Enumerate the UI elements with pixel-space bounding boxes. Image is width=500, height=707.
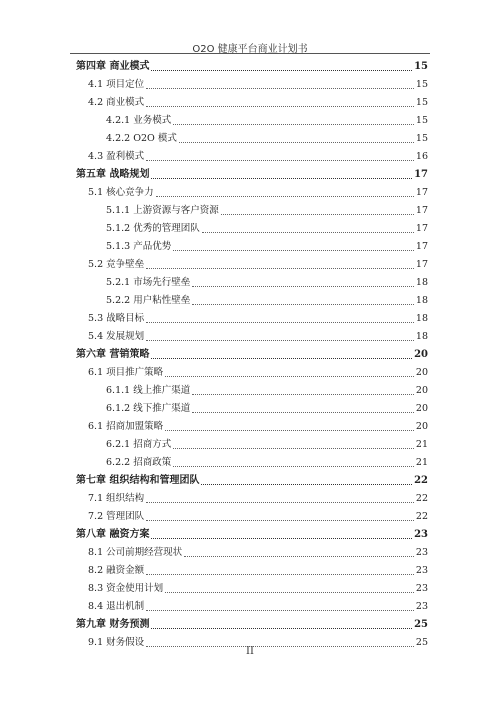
dot-leader: [146, 610, 414, 611]
toc-entry-label: 6.1.2 线下推广渠道: [106, 403, 191, 414]
toc-chapter-entry[interactable]: [76, 472, 428, 490]
toc-section-entry[interactable]: [76, 562, 428, 580]
toc-section-entry[interactable]: [76, 544, 428, 562]
dot-leader: [156, 196, 414, 197]
toc-entry-label: 第九章 财务预测: [76, 619, 150, 630]
dot-leader: [184, 556, 414, 557]
dot-leader: [146, 268, 414, 269]
toc-subsection-entry[interactable]: [76, 436, 428, 454]
dot-leader: [151, 628, 412, 629]
table-of-contents: [76, 58, 428, 652]
toc-page-number: 23: [415, 583, 428, 594]
toc-entry-label: 第五章 战略规划: [76, 169, 150, 180]
dot-leader: [151, 358, 412, 359]
toc-chapter-entry[interactable]: [76, 166, 428, 184]
dot-leader: [151, 70, 412, 71]
toc-section-entry[interactable]: [76, 310, 428, 328]
dot-leader: [173, 466, 414, 467]
dot-leader: [165, 376, 414, 377]
toc-page-number: 17: [415, 205, 428, 216]
toc-section-entry[interactable]: [76, 328, 428, 346]
toc-entry-label: 6.1 项目推广策略: [88, 367, 164, 378]
toc-entry-label: 4.1 项目定位: [88, 79, 145, 90]
toc-chapter-entry[interactable]: [76, 58, 428, 76]
dot-leader: [192, 412, 414, 413]
toc-entry-label: 6.2.1 招商方式: [106, 439, 172, 450]
toc-entry-label: 7.2 管理团队: [88, 511, 145, 522]
dot-leader: [192, 286, 414, 287]
dot-leader: [179, 142, 414, 143]
page-header: O2O 健康平台商业计划书: [192, 44, 308, 55]
toc-section-entry[interactable]: [76, 580, 428, 598]
toc-page-number: 15: [415, 97, 428, 108]
toc-subsection-entry[interactable]: [76, 274, 428, 292]
toc-chapter-entry[interactable]: [76, 616, 428, 634]
toc-page-number: 15: [415, 79, 428, 90]
toc-page-number: 25: [414, 619, 428, 630]
dot-leader: [201, 484, 412, 485]
toc-section-entry[interactable]: [76, 148, 428, 166]
toc-page-number: 23: [415, 565, 428, 576]
dot-leader: [146, 322, 414, 323]
toc-page-number: 21: [415, 439, 428, 450]
toc-entry-label: 8.3 资金使用计划: [88, 583, 164, 594]
toc-page-number: 18: [415, 295, 428, 306]
toc-page-number: 16: [415, 151, 428, 162]
toc-entry-label: 6.2.2 招商政策: [106, 457, 172, 468]
toc-chapter-entry[interactable]: [76, 526, 428, 544]
toc-page-number: 17: [415, 187, 428, 198]
dot-leader: [151, 178, 412, 179]
toc-section-entry[interactable]: [76, 256, 428, 274]
toc-subsection-entry[interactable]: [76, 454, 428, 472]
dot-leader: [192, 394, 414, 395]
toc-subsection-entry[interactable]: [76, 202, 428, 220]
dot-leader: [165, 430, 414, 431]
toc-page-number: 20: [414, 349, 428, 360]
toc-entry-label: 6.1 招商加盟策略: [88, 421, 164, 432]
toc-entry-label: 5.1.1 上游资源与客户资源: [106, 205, 219, 216]
toc-subsection-entry[interactable]: [76, 400, 428, 418]
toc-entry-label: 第八章 融资方案: [76, 529, 150, 540]
toc-subsection-entry[interactable]: [76, 382, 428, 400]
dot-leader: [146, 106, 414, 107]
toc-entry-label: 9.1 财务假设: [88, 637, 145, 648]
toc-page-number: 15: [415, 115, 428, 126]
toc-page-number: 22: [415, 493, 428, 504]
toc-page-number: 17: [415, 241, 428, 252]
toc-section-entry[interactable]: [76, 364, 428, 382]
toc-page-number: 20: [415, 403, 428, 414]
toc-page-number: 20: [415, 385, 428, 396]
dot-leader: [221, 214, 414, 215]
toc-subsection-entry[interactable]: [76, 130, 428, 148]
toc-entry-label: 第六章 营销策略: [76, 349, 150, 360]
toc-page-number: 22: [415, 511, 428, 522]
toc-page-number: 18: [415, 331, 428, 342]
toc-entry-label: 4.2.2 O2O 模式: [106, 133, 177, 144]
dot-leader: [192, 304, 414, 305]
dot-leader: [173, 448, 414, 449]
toc-subsection-entry[interactable]: [76, 292, 428, 310]
toc-entry-label: 8.2 融资金额: [88, 565, 145, 576]
toc-page-number: 17: [415, 259, 428, 270]
toc-page-number: 22: [414, 475, 428, 486]
toc-entry-label: 5.2.1 市场先行壁垒: [106, 277, 191, 288]
toc-entry-label: 4.2 商业模式: [88, 97, 145, 108]
toc-page-number: 15: [414, 61, 428, 72]
toc-section-entry[interactable]: [76, 184, 428, 202]
dot-leader: [146, 502, 414, 503]
toc-chapter-entry[interactable]: [76, 346, 428, 364]
toc-page-number: 21: [415, 457, 428, 468]
toc-page-number: 20: [415, 421, 428, 432]
toc-entry-label: 7.1 组织结构: [88, 493, 145, 504]
toc-section-entry[interactable]: [76, 598, 428, 616]
toc-page-number: 18: [415, 313, 428, 324]
header-rule: [70, 53, 430, 54]
toc-entry-label: 5.1 核心竞争力: [88, 187, 154, 198]
dot-leader: [165, 592, 414, 593]
toc-page-number: 23: [415, 601, 428, 612]
toc-entry-label: 5.2.2 用户粘性壁垒: [106, 295, 191, 306]
dot-leader: [146, 520, 414, 521]
toc-section-entry[interactable]: [76, 508, 428, 526]
toc-entry-label: 5.4 发展规划: [88, 331, 145, 342]
toc-subsection-entry[interactable]: [76, 112, 428, 130]
toc-section-entry[interactable]: [76, 76, 428, 94]
toc-section-entry[interactable]: [76, 94, 428, 112]
toc-page-number: 25: [415, 637, 428, 648]
dot-leader: [151, 538, 412, 539]
dot-leader: [146, 340, 414, 341]
page-number: II: [246, 646, 254, 657]
dot-leader: [146, 160, 414, 161]
toc-subsection-entry[interactable]: [76, 220, 428, 238]
toc-page-number: 18: [415, 277, 428, 288]
dot-leader: [146, 88, 414, 89]
toc-entry-label: 6.1.1 线上推广渠道: [106, 385, 191, 396]
toc-entry-label: 8.4 退出机制: [88, 601, 145, 612]
toc-page-number: 23: [415, 547, 428, 558]
dot-leader: [173, 124, 414, 125]
dot-leader: [202, 232, 414, 233]
toc-entry-label: 第四章 商业模式: [76, 61, 150, 72]
toc-section-entry[interactable]: [76, 490, 428, 508]
toc-subsection-entry[interactable]: [76, 238, 428, 256]
toc-page-number: 17: [414, 169, 428, 180]
toc-entry-label: 8.1 公司前期经营现状: [88, 547, 183, 558]
toc-page-number: 17: [415, 223, 428, 234]
toc-page-number: 20: [415, 367, 428, 378]
toc-entry-label: 4.2.1 业务模式: [106, 115, 172, 126]
toc-entry-label: 5.2 竞争壁垒: [88, 259, 145, 270]
toc-entry-label: 5.1.2 优秀的管理团队: [106, 223, 200, 234]
toc-section-entry[interactable]: [76, 418, 428, 436]
toc-entry-label: 5.1.3 产品优势: [106, 241, 172, 252]
toc-page-number: 23: [414, 529, 428, 540]
toc-entry-label: 5.3 战略目标: [88, 313, 145, 324]
toc-entry-label: 第七章 组织结构和管理团队: [76, 475, 200, 486]
toc-page-number: 15: [415, 133, 428, 144]
toc-entry-label: 4.3 盈利模式: [88, 151, 145, 162]
dot-leader: [173, 250, 414, 251]
dot-leader: [146, 574, 414, 575]
